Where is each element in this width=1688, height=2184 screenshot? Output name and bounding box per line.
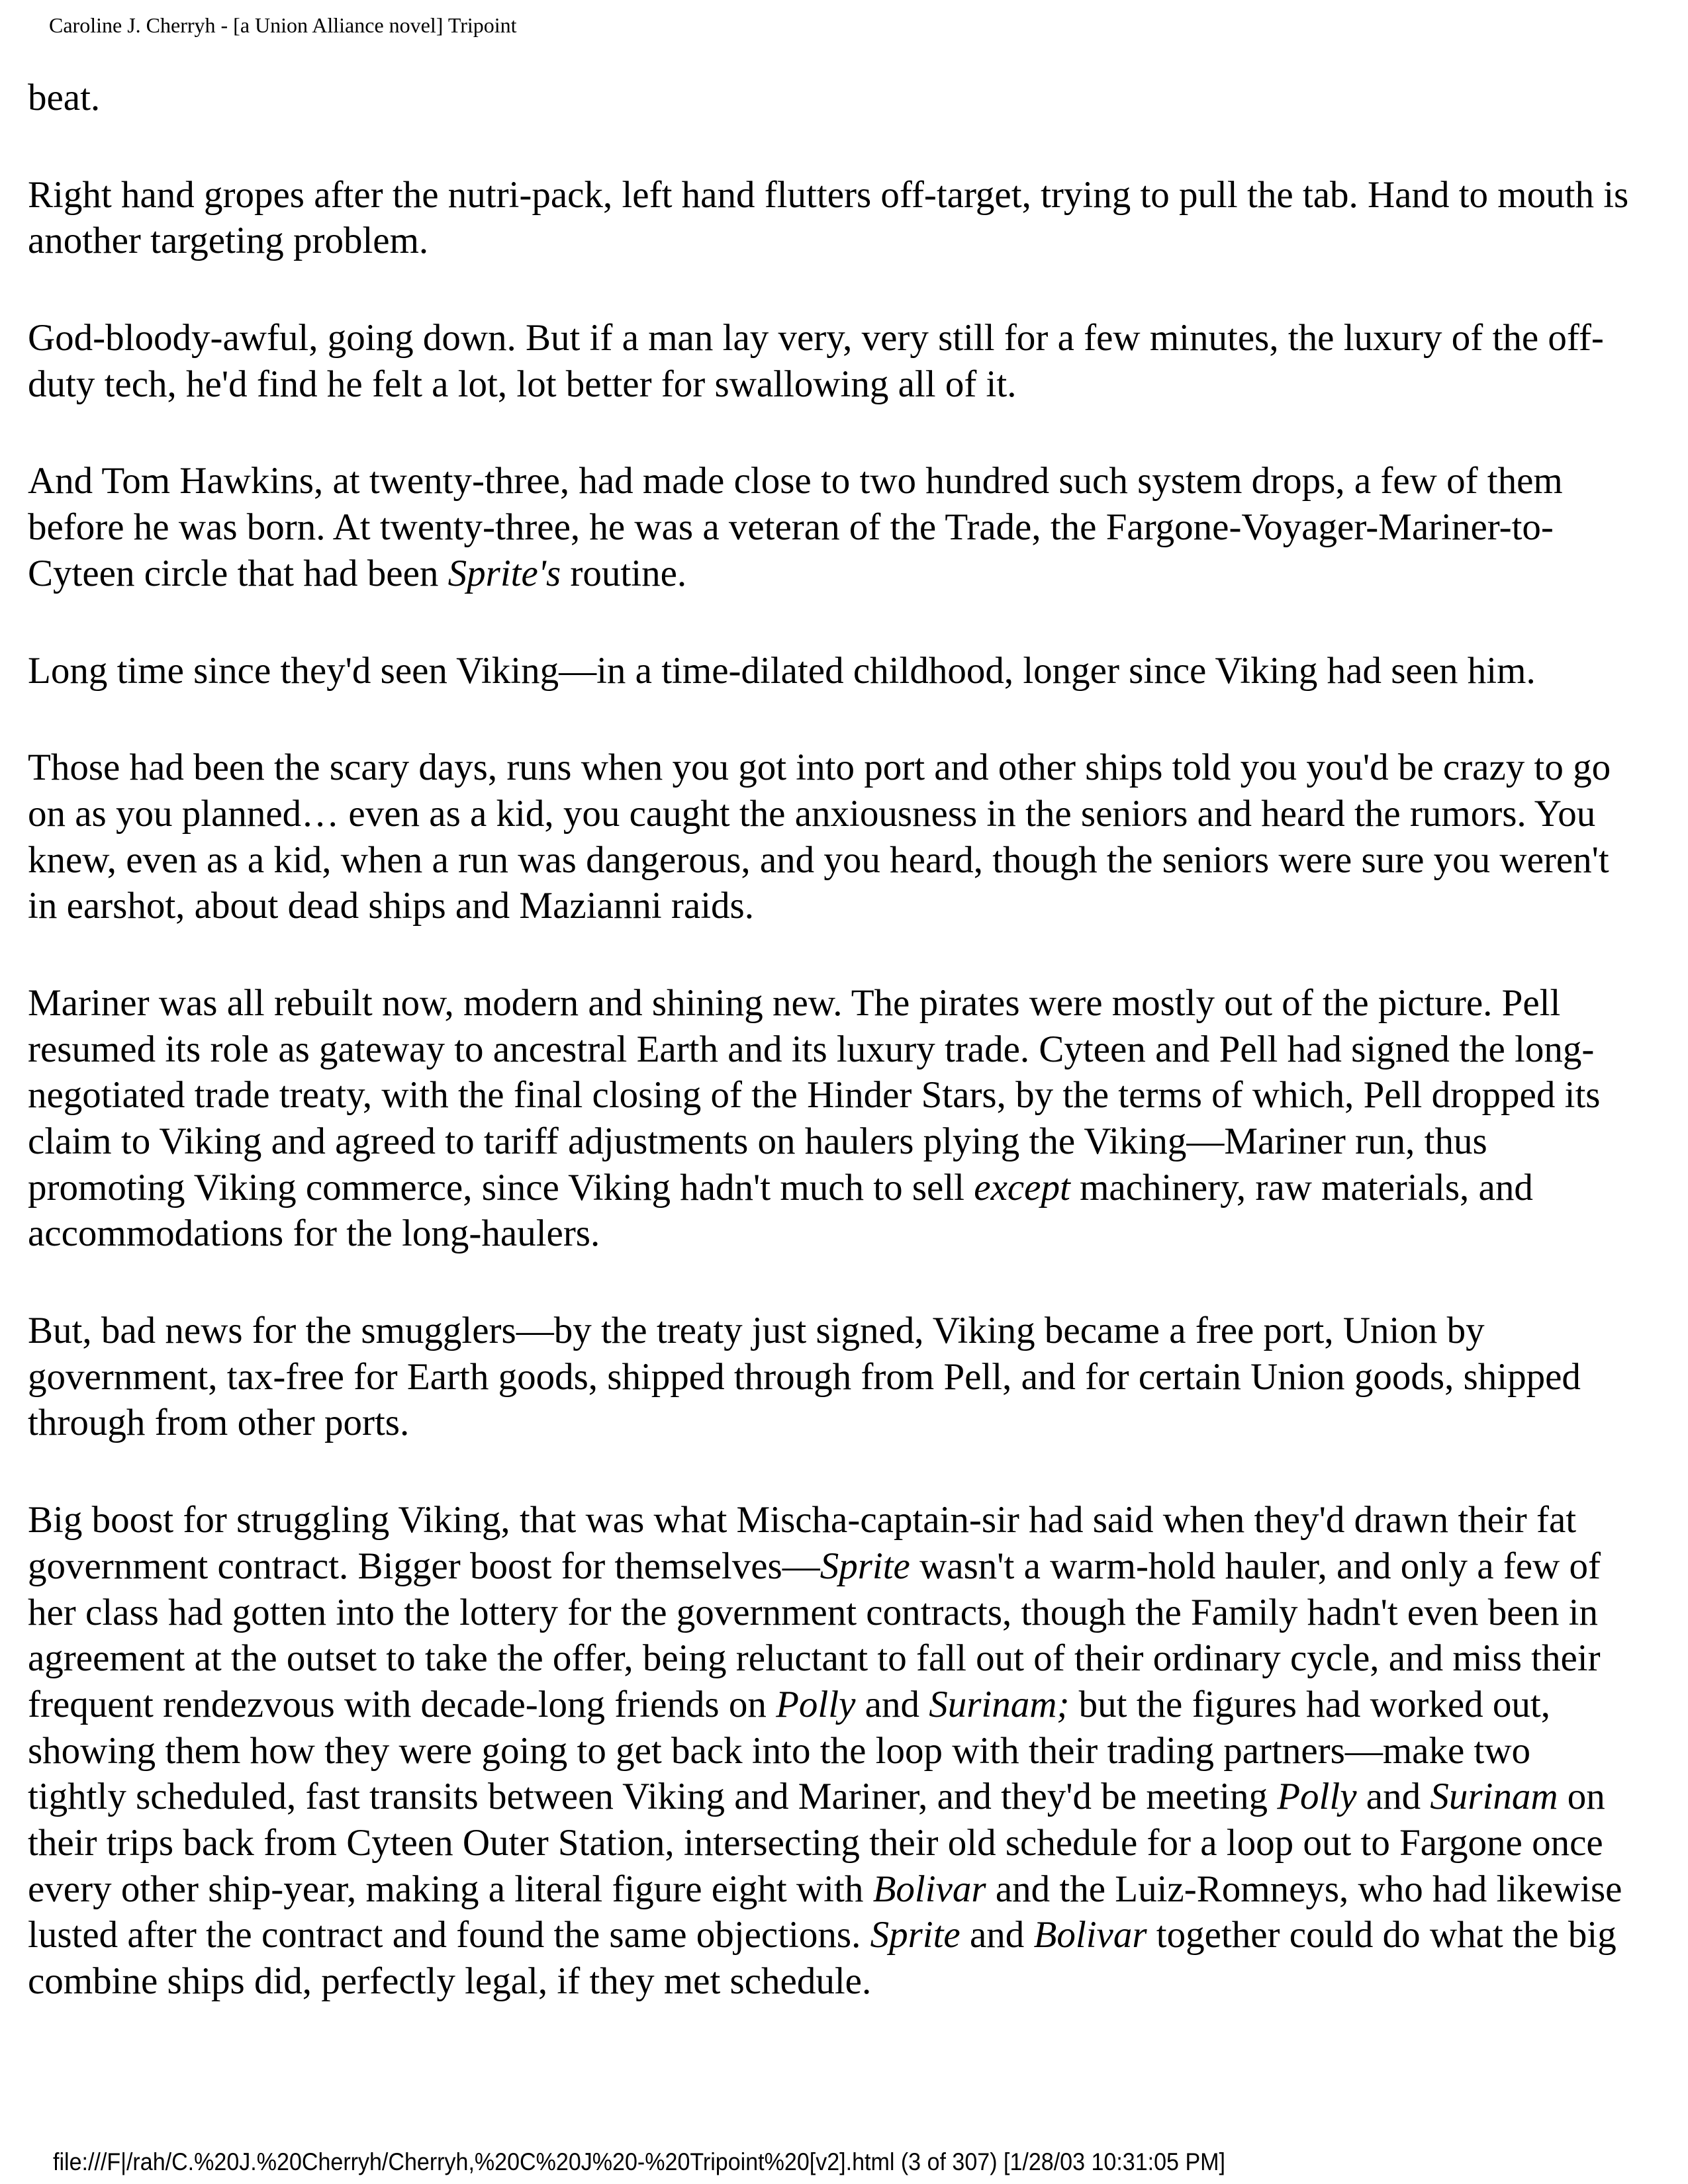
text-segment: through from other ports.	[28, 1402, 410, 1444]
paragraph	[28, 1497, 1676, 2005]
paragraph	[28, 648, 1676, 694]
text-line	[28, 1210, 1676, 1257]
italic-ship-name: Sprite	[870, 1914, 961, 1956]
text-line	[28, 1590, 1676, 1636]
text-segment: before he was born. At twenty-three, he was a veteran of the Trade, the Fargone-Voyager-Mariner-to-	[28, 506, 1554, 549]
text-line	[28, 1820, 1676, 1866]
text-line	[28, 1958, 1676, 2005]
text-segment: Long time since they'd seen Viking—in a time-dilated childhood, longer since Viking had seen him.	[28, 649, 1536, 692]
paragraph	[28, 172, 1676, 264]
text-segment: Cyteen circle that had been	[28, 552, 448, 594]
text-segment: routine.	[561, 552, 687, 594]
text-segment: negotiated trade treaty, with the final closing of the Hinder Stars, by the terms of which, Pell dropped its	[28, 1074, 1601, 1116]
text-segment: But, bad news for the smugglers—by the treaty just signed, Viking became a free port, Union by	[28, 1310, 1485, 1352]
text-line	[28, 458, 1676, 504]
text-segment: but the figures had worked out,	[1069, 1683, 1550, 1725]
text-line	[28, 1400, 1676, 1446]
text-segment: and	[855, 1683, 929, 1725]
text-segment: promoting Viking commerce, since Viking hadn't much to sell	[28, 1166, 974, 1208]
text-segment: frequent rendezvous with decade-long friends on	[28, 1683, 776, 1725]
text-line	[28, 837, 1676, 884]
text-segment: Right hand gropes after the nutri-pack, left hand flutters off-target, trying to pull the tab. Hand to mouth is	[28, 173, 1629, 216]
paragraph	[28, 1308, 1676, 1446]
text-segment: and the Luiz-Romneys, who had likewise	[986, 1868, 1622, 1910]
text-line	[28, 1026, 1676, 1073]
text-line	[28, 172, 1676, 218]
text-segment: resumed its role as gateway to ancestral Earth and its luxury trade. Cyteen and Pell had signed the long-	[28, 1028, 1595, 1070]
text-line	[28, 648, 1676, 694]
text-segment: Big boost for struggling Viking, that was what Mischa-captain-sir had said when they'd drawn their fat	[28, 1499, 1577, 1541]
text-segment: and	[1356, 1776, 1430, 1818]
text-line	[28, 75, 1676, 121]
text-segment: her class had gotten into the lottery for the government contracts, though the Family hadn't even been in	[28, 1591, 1598, 1633]
italic-ship-name: Sprite's	[447, 552, 561, 594]
italic-ship-name: Polly	[1277, 1776, 1357, 1818]
text-segment: wasn't a warm-hold hauler, and only a few of	[910, 1545, 1601, 1587]
text-line	[28, 551, 1676, 597]
text-segment: and	[960, 1914, 1034, 1956]
text-line	[28, 1912, 1676, 1958]
text-segment: knew, even as a kid, when a run was dangerous, and you heard, though the seniors were sure you weren't	[28, 839, 1609, 881]
text-line	[28, 1497, 1676, 1543]
text-segment: Mariner was all rebuilt now, modern and shining new. The pirates were mostly out of the picture. Pell	[28, 981, 1561, 1024]
text-segment: duty tech, he'd find he felt a lot, lot better for swallowing all of it.	[28, 363, 1017, 405]
text-line	[28, 504, 1676, 551]
text-segment: accommodations for the long-haulers.	[28, 1212, 600, 1255]
text-line	[28, 883, 1676, 929]
text-line	[28, 1308, 1676, 1354]
text-line	[28, 1354, 1676, 1400]
text-line	[28, 1165, 1676, 1211]
italic-ship-name: except	[974, 1166, 1070, 1208]
text-segment: on as you planned… even as a kid, you caught the anxiousness in the seniors and heard the rumors. You	[28, 792, 1596, 835]
text-segment: And Tom Hawkins, at twenty-three, had made close to two hundred such system drops, a few of them	[28, 460, 1563, 502]
page-footer-url: file:///F|/rah/C.%20J.%20Cherryh/Cherryh,%20C%20J%20-%20Tripoint%20[v2].html (3 of 307) [1/28/03 10:31:05 PM]	[53, 2148, 1225, 2175]
text-line	[28, 315, 1676, 361]
italic-ship-name: Surinam	[1430, 1776, 1558, 1818]
text-segment: government contract. Bigger boost for themselves—	[28, 1545, 820, 1587]
text-line	[28, 1728, 1676, 1774]
text-line	[28, 1866, 1676, 1913]
text-line	[28, 980, 1676, 1026]
text-segment: machinery, raw materials, and	[1070, 1166, 1533, 1208]
text-line	[28, 361, 1676, 408]
text-line	[28, 1682, 1676, 1728]
text-line	[28, 1118, 1676, 1165]
italic-ship-name: Surinam;	[929, 1683, 1070, 1725]
paragraph	[28, 745, 1676, 929]
text-segment: showing them how they were going to get back into the loop with their trading partners—make two	[28, 1729, 1531, 1772]
italic-ship-name: Bolivar	[872, 1868, 986, 1910]
text-segment: lusted after the contract and found the same objections.	[28, 1914, 870, 1956]
text-line	[28, 218, 1676, 264]
italic-ship-name: Polly	[776, 1683, 856, 1725]
text-segment: combine ships did, perfectly legal, if they met schedule.	[28, 1960, 872, 2002]
text-line	[28, 1774, 1676, 1820]
text-segment: Those had been the scary days, runs when you got into port and other ships told you you'd be crazy to go	[28, 747, 1611, 789]
paragraph	[28, 315, 1676, 407]
text-line	[28, 791, 1676, 837]
page-header-title: Caroline J. Cherryh - [a Union Alliance novel] Tripoint	[49, 13, 517, 37]
document-body	[28, 75, 1676, 2056]
text-line	[28, 1635, 1676, 1682]
italic-ship-name: Sprite	[820, 1545, 910, 1587]
paragraph	[28, 458, 1676, 596]
text-segment: together could do what the big	[1147, 1914, 1617, 1956]
text-segment: God-bloody-awful, going down. But if a man lay very, very still for a few minutes, the luxury of the off-	[28, 317, 1604, 359]
text-segment: government, tax-free for Earth goods, shipped through from Pell, and for certain Union goods, shipped	[28, 1355, 1581, 1398]
text-segment: beat.	[28, 77, 101, 118]
text-line	[28, 745, 1676, 791]
text-segment: their trips back from Cyteen Outer Station, intersecting their old schedule for a loop out to Fargone once	[28, 1821, 1603, 1864]
text-segment: another targeting problem.	[28, 220, 429, 262]
text-segment: agreement at the outset to take the offer, being reluctant to fall out of their ordinary cycle, and miss their	[28, 1637, 1601, 1680]
text-line	[28, 1543, 1676, 1590]
paragraph	[28, 75, 1676, 121]
italic-ship-name: Bolivar	[1033, 1914, 1147, 1956]
paragraph	[28, 980, 1676, 1257]
text-segment: claim to Viking and agreed to tariff adjustments on haulers plying the Viking—Mariner run, thus	[28, 1120, 1487, 1162]
text-segment: in earshot, about dead ships and Mazianni raids.	[28, 885, 754, 927]
text-line	[28, 1072, 1676, 1118]
text-segment: on	[1558, 1776, 1605, 1818]
text-segment: tightly scheduled, fast transits between Viking and Mariner, and they'd be meeting	[28, 1776, 1278, 1818]
text-segment: every other ship-year, making a literal figure eight with	[28, 1868, 873, 1910]
